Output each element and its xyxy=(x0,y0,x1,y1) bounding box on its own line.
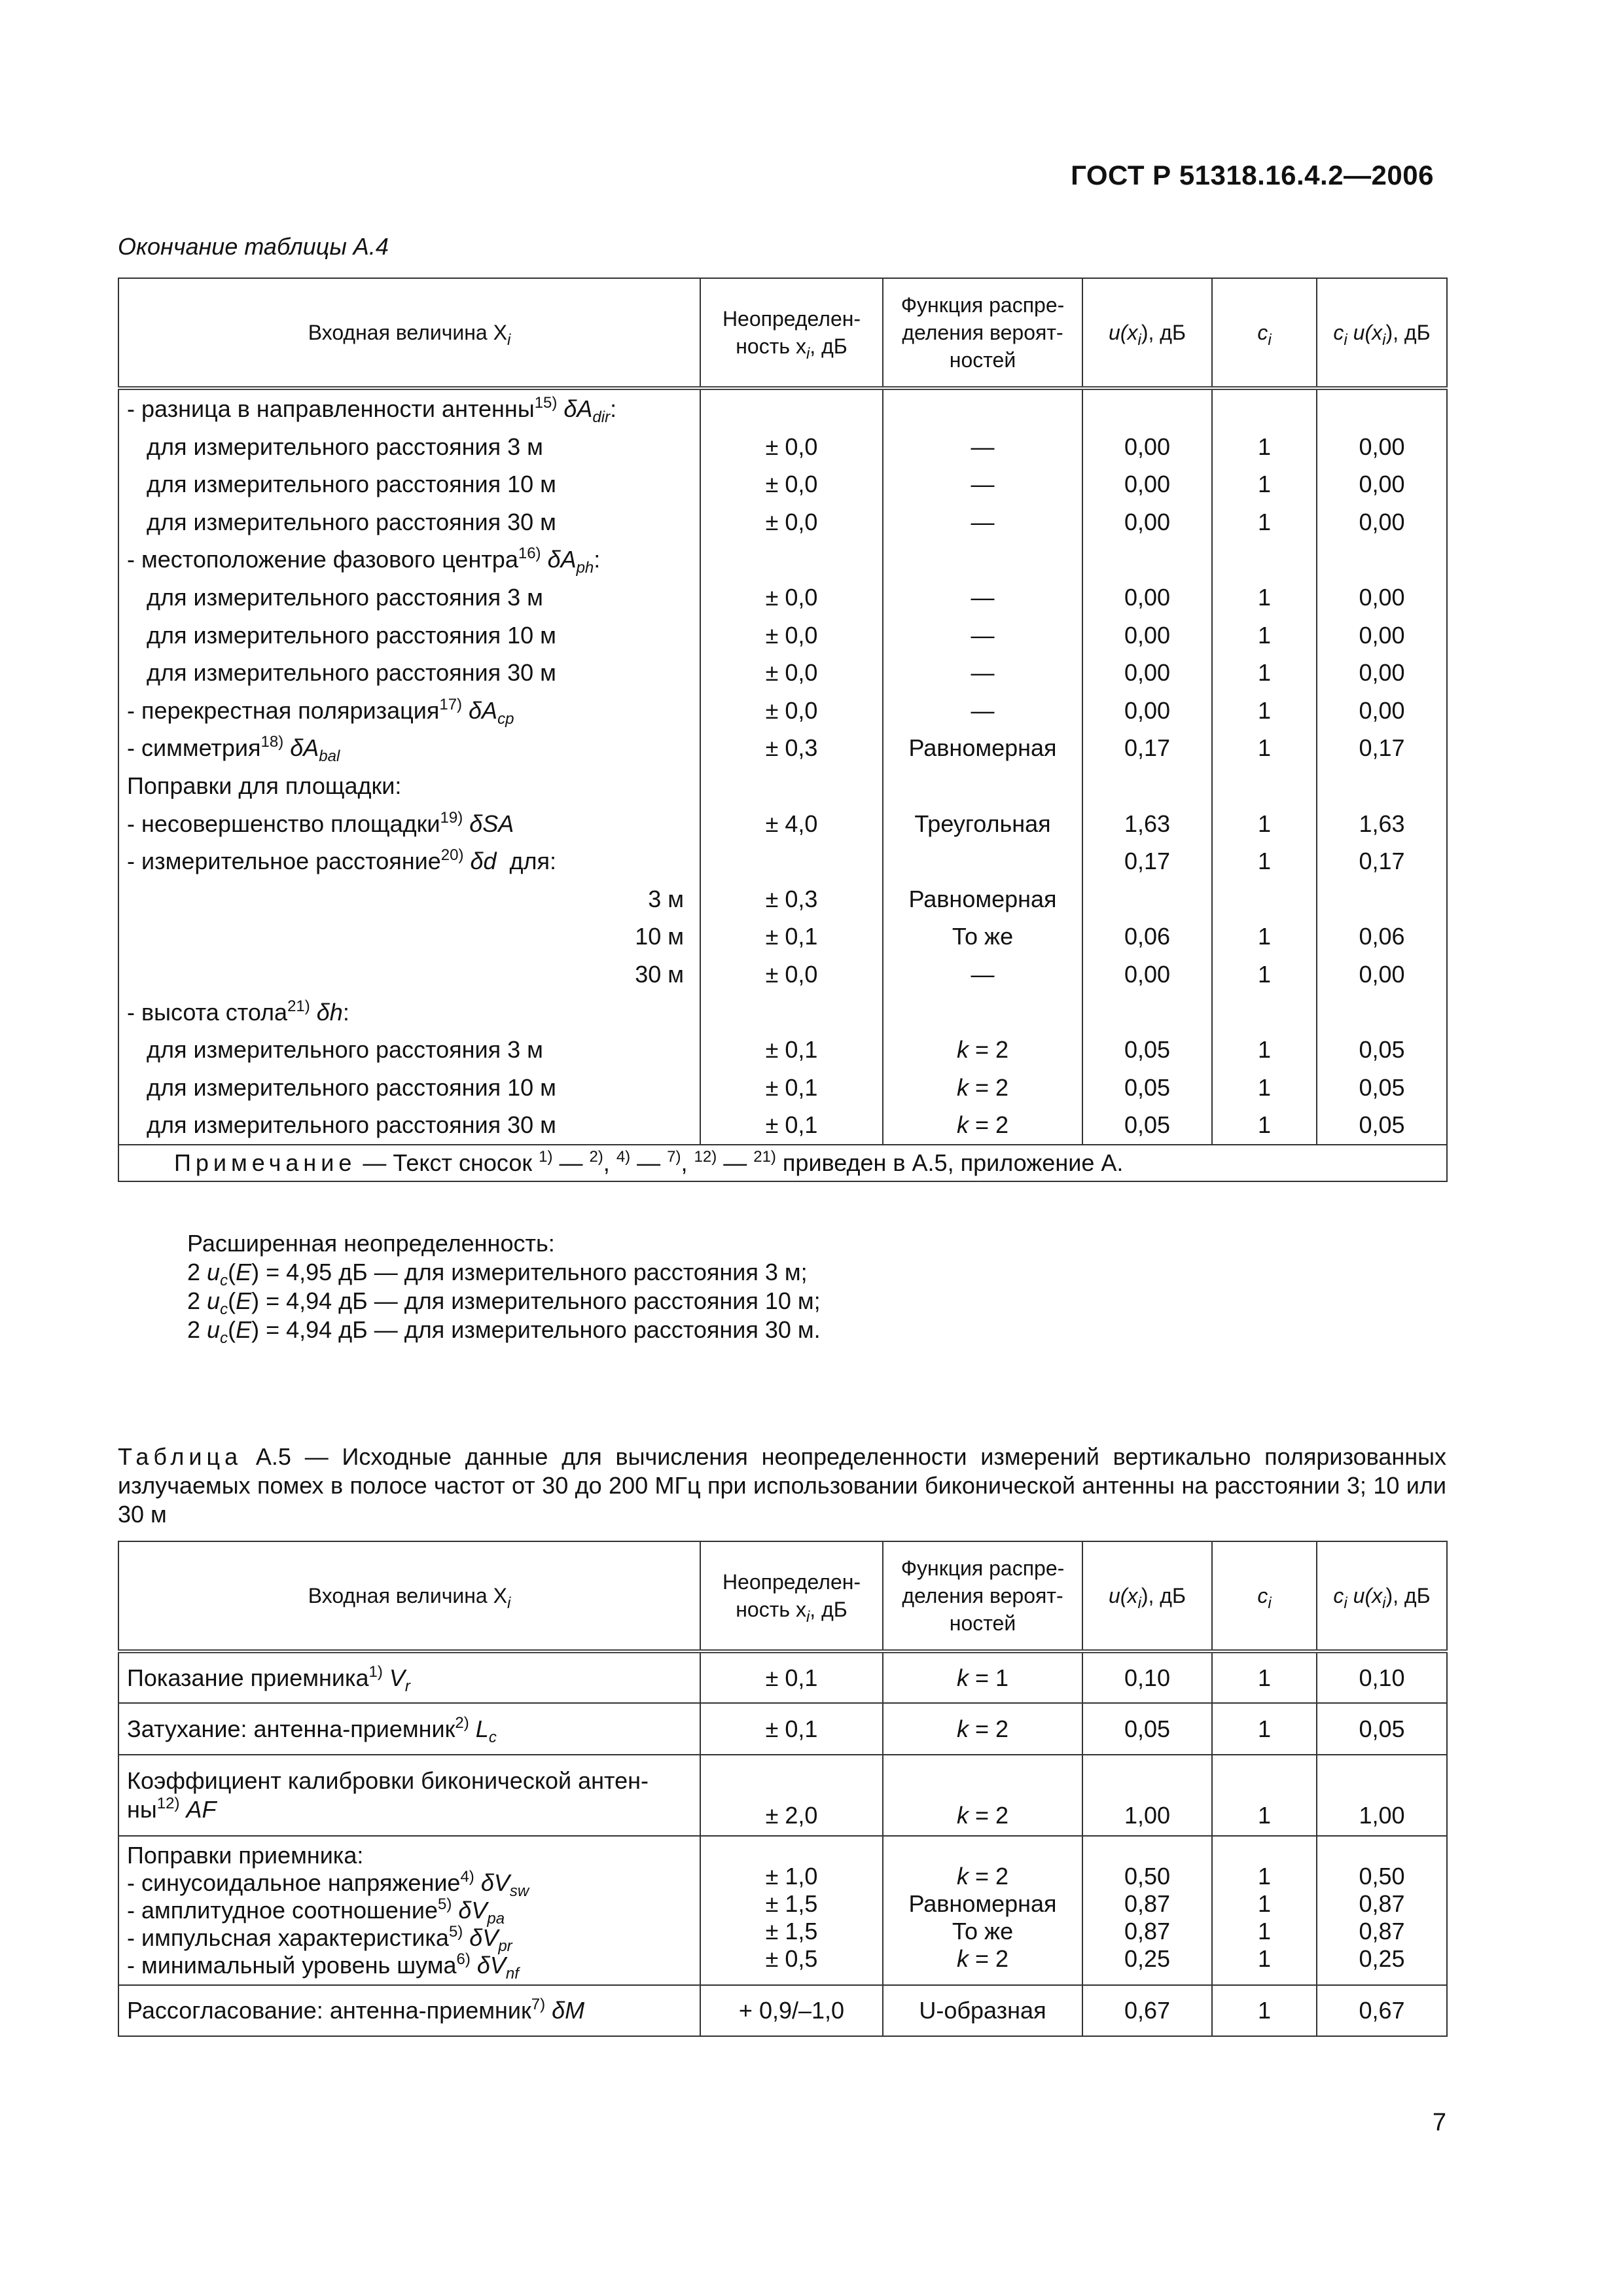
note-prefix: Примечание xyxy=(174,1149,357,1176)
table-row: - разница в направленности антенны$^{15)}$ $\delta A_{dir}$: xyxy=(118,388,1447,428)
standard-number: ГОСТ Р 51318.16.4.2—2006 xyxy=(1071,160,1434,190)
table-row: Затухание: антенна-приемник$^{2)}$ $L_c$ ± 0,1 k = 2 0,05 1 0,05 xyxy=(118,1703,1447,1755)
col-cu: $c_i$ $u(x_i)$, дБ xyxy=(1317,278,1447,388)
table5-header-row xyxy=(118,1541,1447,1651)
table-row: для измерительного расстояния 10 м ± 0,0 — 0,00 1 0,00 xyxy=(118,617,1447,655)
table4-caption: Окончание таблицы А.4 xyxy=(118,233,389,260)
col-input: Входная величина $X_i$ xyxy=(118,1541,700,1651)
col-cu: $c_i$ $u(x_i)$, дБ xyxy=(1317,1541,1447,1651)
col-uncertainty: Неопределен- ность $x_i$, дБ xyxy=(700,278,883,388)
col-input: Входная величина $X_i$ xyxy=(118,278,700,388)
table-row: - высота стола$^{21)}$ δh: xyxy=(118,994,1447,1031)
table-row: - местоположение фазового центра$^{16)}$ $\delta A_{ph}$: xyxy=(118,541,1447,579)
expanded-title: Расширенная неопределенность: xyxy=(187,1230,555,1257)
table-row: - симметрия$^{18)}$ $\delta A_{bal}$ ± 0,3 Равномерная 0,17 1 0,17 xyxy=(118,729,1447,767)
table-row: - измерительное расстояние$^{20)}$ δd для: 0,17 1 0,17 xyxy=(118,842,1447,880)
table-row-receiver: Поправки приемника: - синусоидальное напряжение$^{4)}$ $\delta V_{sw}$ - амплитудное соотношение$^{5)}$ $\delta V_{pa}$ - импульсная характеристика$^{5)}$ $\delta V_{pr}$ - минимальный уровень шума$^{6)}$ $\delta V_{nf}$ ± 1,0 ± 1,5 ± 1,5 ± 0,5 k = 2 Равномерная То же k = 2 0,50 0,87 0,87 0,25 1 1 1 1 0,50 0,87 0,87 0,25 xyxy=(118,1836,1447,1985)
table-row: для измерительного расстояния 30 м ± 0,0 — 0,00 1 0,00 xyxy=(118,503,1447,541)
table-row: 3 м ± 0,3 Равномерная xyxy=(118,880,1447,918)
expanded-uncertainty xyxy=(187,1229,821,1347)
table-row: Показание приемника$^{1)}$ $V_r$ ± 0,1 k = 1 0,10 1 0,10 xyxy=(118,1651,1447,1703)
table4-header-row xyxy=(118,278,1447,388)
table-row: для измерительного расстояния 3 м ± 0,1 k = 2 0,05 1 0,05 xyxy=(118,1031,1447,1069)
page-number: 7 xyxy=(1432,2109,1446,2136)
table-row: для измерительного расстояния 10 м ± 0,0 — 0,00 1 0,00 xyxy=(118,465,1447,503)
col-uncertainty: Неопределен- ность $x_i$, дБ xyxy=(700,1541,883,1651)
table4-note-row: Примечание — Текст сносок $^{1)}$ — $^{2)}$, $^{4)}$ — $^{7)}$, $^{12)}$ — $^{21)}$ приведен в А.5, приложение А. xyxy=(118,1145,1447,1181)
table-row: для измерительного расстояния 3 м ± 0,0 — 0,00 1 0,00 xyxy=(118,579,1447,617)
table5-caption: Таблица А.5 — Исходные данные для вычисления неопределенности измерений вертикально поляризованных излучаемых помех в полосе частот от 30 до 200 МГц при использовании биконической антенны на расстоянии 3; 10 или 30 м xyxy=(118,1443,1446,1528)
expanded-line: 2 $u_c(E) = 4,94$ дБ — для измерительного расстояния 30 м. xyxy=(187,1316,821,1347)
expanded-line: 2 $u_c(E) = 4,95$ дБ — для измерительного расстояния 3 м; xyxy=(187,1259,808,1289)
col-c: $c_i$ xyxy=(1212,1541,1317,1651)
table-row: - перекрестная поляризация$^{17)}$ $\delta A_{cp}$ ± 0,0 — 0,00 1 0,00 xyxy=(118,692,1447,730)
table-row: 30 м ± 0,0 — 0,00 1 0,00 xyxy=(118,956,1447,994)
table-row: 10 м ± 0,1 То же 0,06 1 0,06 xyxy=(118,918,1447,956)
col-distribution: Функция распре- деления вероят- ностей xyxy=(883,278,1082,388)
table-row: для измерительного расстояния 10 м ± 0,1 k = 2 0,05 1 0,05 xyxy=(118,1069,1447,1107)
table-row: - несовершенство площадки$^{19)}$ δSA ± 4,0 Треугольная 1,63 1 1,63 xyxy=(118,805,1447,843)
col-distribution: Функция распре- деления вероят- ностей xyxy=(883,1541,1082,1651)
table-row: для измерительного расстояния 30 м ± 0,1 k = 2 0,05 1 0,05 xyxy=(118,1106,1447,1145)
table-row: для измерительного расстояния 3 м ± 0,0 — 0,00 1 0,00 xyxy=(118,428,1447,466)
col-u: $u(x_i)$, дБ xyxy=(1082,278,1212,388)
expanded-line: 2 $u_c(E) = 4,94$ дБ — для измерительного расстояния 10 м; xyxy=(187,1287,821,1318)
col-u: $u(x_i)$, дБ xyxy=(1082,1541,1212,1651)
table-row: для измерительного расстояния 30 м ± 0,0 — 0,00 1 0,00 xyxy=(118,654,1447,692)
table-row: Рассогласование: антенна-приемник$^{7)}$ δM + 0,9/–1,0 U-образная 0,67 1 0,67 xyxy=(118,1985,1447,2036)
table-row: Коэффициент калибровки биконической антен- $ны^{12)}$ AF ± 2,0 k = 2 1,00 1 1,00 xyxy=(118,1755,1447,1836)
table-row: Поправки для площадки: xyxy=(118,767,1447,805)
table-a5 xyxy=(118,1541,1448,2037)
table-a4 xyxy=(118,278,1448,1182)
col-c: $c_i$ xyxy=(1212,278,1317,388)
